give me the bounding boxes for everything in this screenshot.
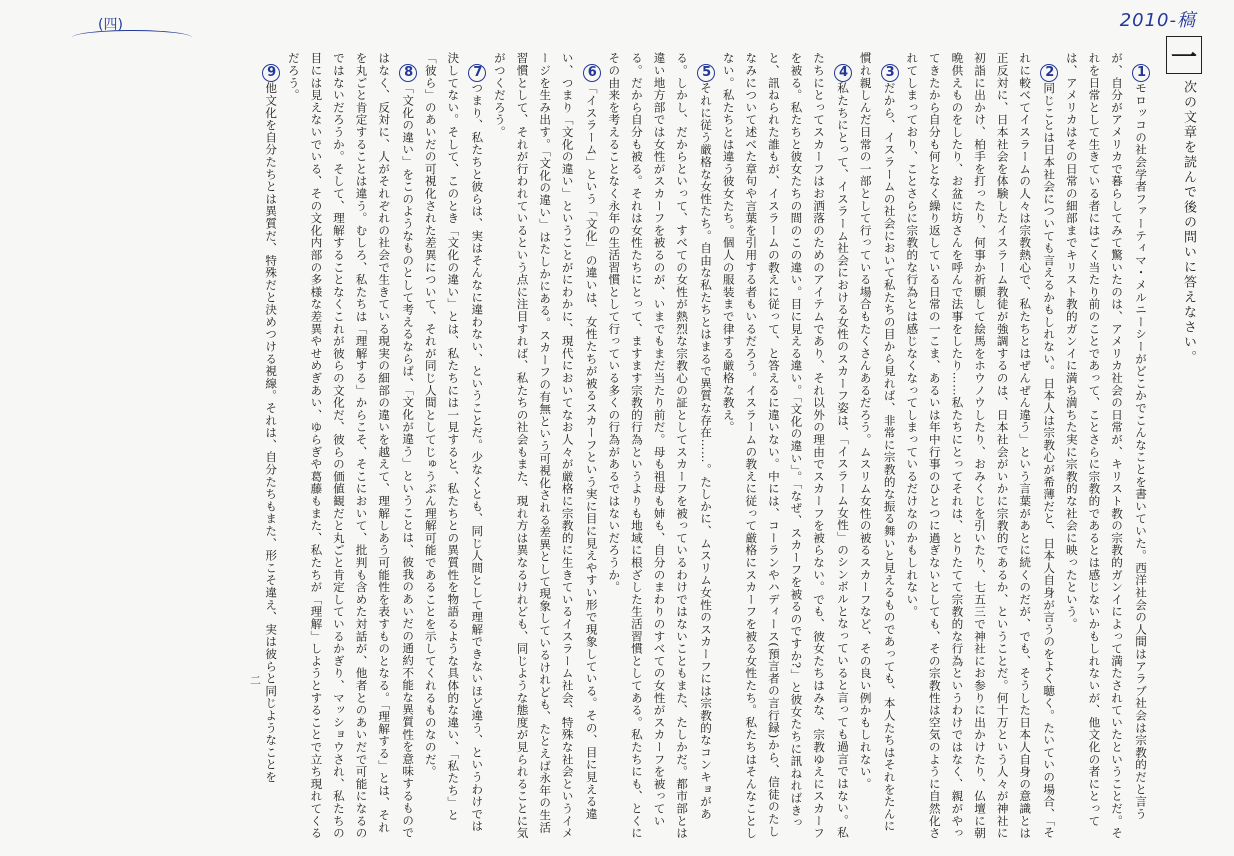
paragraph-number: 3 — [882, 64, 898, 81]
paragraph-text: 「イスラーム」という「文化」の違いは、女性たちが被るスカーフという実に目に見えやすい形で現象している。その、目に見える違い、つまり「文化の違い」ということがにわかに、現代においてなお人々が厳格に宗教的に生きているイスラーム社会、特殊な社会というイメージを生み出す。「文化の違い」はたしかにある。スカーフの有無という可視化される差異として現象しているけれども、たとえば永年の生活習慣として、それが行われているという点に注目すれば、私たちの社会もまた、現れ方は異なるけれども、同じような態度が見られることに気がつくだろう。 — [492, 52, 599, 840]
page-mark: 二 — [250, 674, 261, 687]
paragraph — [258, 52, 282, 842]
paragraph — [282, 52, 419, 842]
paragraph-text: つまり、私たちと彼らは、実はそんなに違わない、ということだ。少なくとも、同じ人間として理解できないほど違う、というわけでは決してない。そして、このとき「文化の違い」とは、私たちには一見すると、私たちとの異質性を物語るような具体的な違い、「私たち」と「彼ら」のあいだの可視化された差異について、それが同じ人間としてじゅうぶん理解可能であることを示してくれるものなのだ。 — [423, 52, 485, 832]
paragraph-number: 6 — [584, 64, 600, 81]
paragraph-number: 4 — [836, 64, 852, 81]
paragraph-number: 1 — [1134, 64, 1149, 81]
paragraph — [419, 52, 488, 842]
paragraph-number: 9 — [264, 64, 280, 81]
bracket-label: (四) — [98, 17, 123, 33]
paragraph-text: それに従う厳格な女性たち。自由な私たちとはまるで異質な存在……。たしかに、ムスリム女性のスカーフには宗教的なコンキョがある。しかし、だからといって、すべての女性が熱烈な宗教心の証としてスカーフを被っているわけではないこともまた、たしかだ。都市部とは違い地方部では女性がスカーフを被るのが、いまでもまだ当たり前だ。母も祖母も姉も、自分のまわりのすべての女性がスカーフを被っている。だから自分も被る。それは女性たちにとって、ますます宗教的行為というよりも地域に根ざした生活習慣としてある。私たちにも、とくにその由来を考えることなく永年の生活習慣として行っている多くの行為があるではないだろうか。 — [607, 52, 714, 840]
paragraph-text: 私たちにとって、イスラーム社会における女性のスカーフ姿は、「イスラーム女性」のシンボルとなっていると言っても過言ではない。私たちにとってスカーフはお洒落のためのアイテムであり、それ以外の理由でスカーフを被らない。でも、彼女たちはみな、宗教ゆえにスカーフを被る。私たちと彼女たちの間のこの違い。目に見える違い。「文化の違い」。「なぜ、スカーフを被るのですか?」と彼女たちに訊ねればきっと、訊ねられた誰もが、イスラームの教えに従って、と答えるに違いない。中には、コーランやハディース(預言者の言行録)から、信徒のたしなみについて述べた章句や言葉を引用する者もいるだろう。イスラームの教えに従って厳格にスカーフを被る女性たち。私たちはそんなことしない。私たちとは違う彼女たち。個人の服装まで律する厳格な教え。 — [721, 52, 851, 840]
instruction-text: 次の文章を読んで後の問いに答えなさい。 — [1181, 80, 1196, 365]
paragraph — [854, 52, 901, 842]
paragraph-text: モロッコの社会学者ファーティマ・メルニーシーがどこかでこんなことを書いていた。西洋社会の人間はアラブ社会は宗教的だと言うが、自分がアメリカで暮らしてみて驚いたのは、アメリカ社会の日常が、キリスト教の宗教的ガンイによって満たされていたということだ。それを日常として生きている者にはごく当たり前のことであって、ことさらに宗教的であるとは感じないかもしれないが、他文化の者にとっては、アメリカはその日常の細部までキリスト教的ガンイに満ち満ちた実に宗教的な社会に映ったという。 — [1064, 52, 1148, 840]
paragraph-text: だから、イスラームの社会において私たちの目から見れば、非常に宗教的な振る舞いと見えるものであっても、本人たちはそれをたんに慣れ親しんだ日常の一部として行っている場合もたくさんあるだろう。ムスリム女性の被るスカーフなど、その良い例かもしれない。 — [858, 52, 897, 832]
paragraph-text: 「文化の違い」をこのようなものとして考えるならば、「文化が違う」ということは、彼我のあいだの通約不能な異質性を意味するものではなく、反対に、人がそれぞれの社会で生きている現実の細部の違いを越えて、理解しあう可能性を表すものとなる。「理解する」とは、それを丸ごと肯定することは違う。むしろ、私たちは「理解する」からこそ、そこにおいて、批判も含めた対話が、他者とのあいだで可能になるのではないだろうか。そして、理解することなくこれが彼らの文化だ、彼らの価値観だと丸ごと肯定しているかぎり、マッショウされ、私たちの目には見えないでいる、その文化内部の多様な差異やせめぎあい、ゆらぎや葛藤もまた、私たちが「理解」しようとすることで立ち現れてくるだろう。 — [286, 52, 416, 840]
paragraph — [603, 52, 717, 842]
handwritten-label: 2010-稿 — [1119, 10, 1196, 31]
paragraph — [1060, 52, 1152, 842]
bracket-annotation — [72, 30, 192, 45]
paragraph-number: 2 — [1042, 64, 1058, 81]
paragraph — [901, 52, 1061, 842]
section-number-box: 一 — [1166, 36, 1202, 74]
paragraph-text: 同じことは日本社会についても言えるかもしれない。日本人は宗教心が希薄だと、日本人自身が言うのをよく聴く。たいていの場合、「それに較べてイスラームの人々は宗教熱心で、私たちとはぜんぜん違う」という言葉があとに続くのだが、でも、そうした日本人自身の意識とは正反対に、日本社会を体験したイスラーム教徒が強調するのは、日本社会がいかに宗教的であるか、ということだ。何十万という人々が神社に初詣に出かけ、柏手を打ったり、何事か祈願して絵馬をホウノウしたり、おみくじを引いたり、七五三で神社にお参りに出かけたり、仏壇に朝晩供えものをしたり、お盆に坊さんを呼んで法事をしたり……私たちにとってそれは、とりたてて宗教的な行為というわけではなく、親がやってきたから自分も何となく繰り返している日常の一こま、あるいは年中行事のひとつに過ぎないとしても、その宗教性は空気のように自然化されてしまっており、ことさらに宗教的な行為とは感じなくなってしまっているだけなのかもしれない。 — [905, 52, 1057, 840]
paragraph — [488, 52, 602, 842]
paragraph-text: 他文化を自分たちとは異質だ、特殊だと決めつける視線。それは、自分たちもまた、形こそ違え、実は彼らと同じようなことを — [264, 81, 279, 783]
paragraph-number: 5 — [699, 64, 715, 81]
paragraph-number: 8 — [401, 64, 417, 81]
body-text — [132, 52, 1152, 842]
paragraph — [717, 52, 854, 842]
paragraph-number: 7 — [470, 64, 486, 81]
